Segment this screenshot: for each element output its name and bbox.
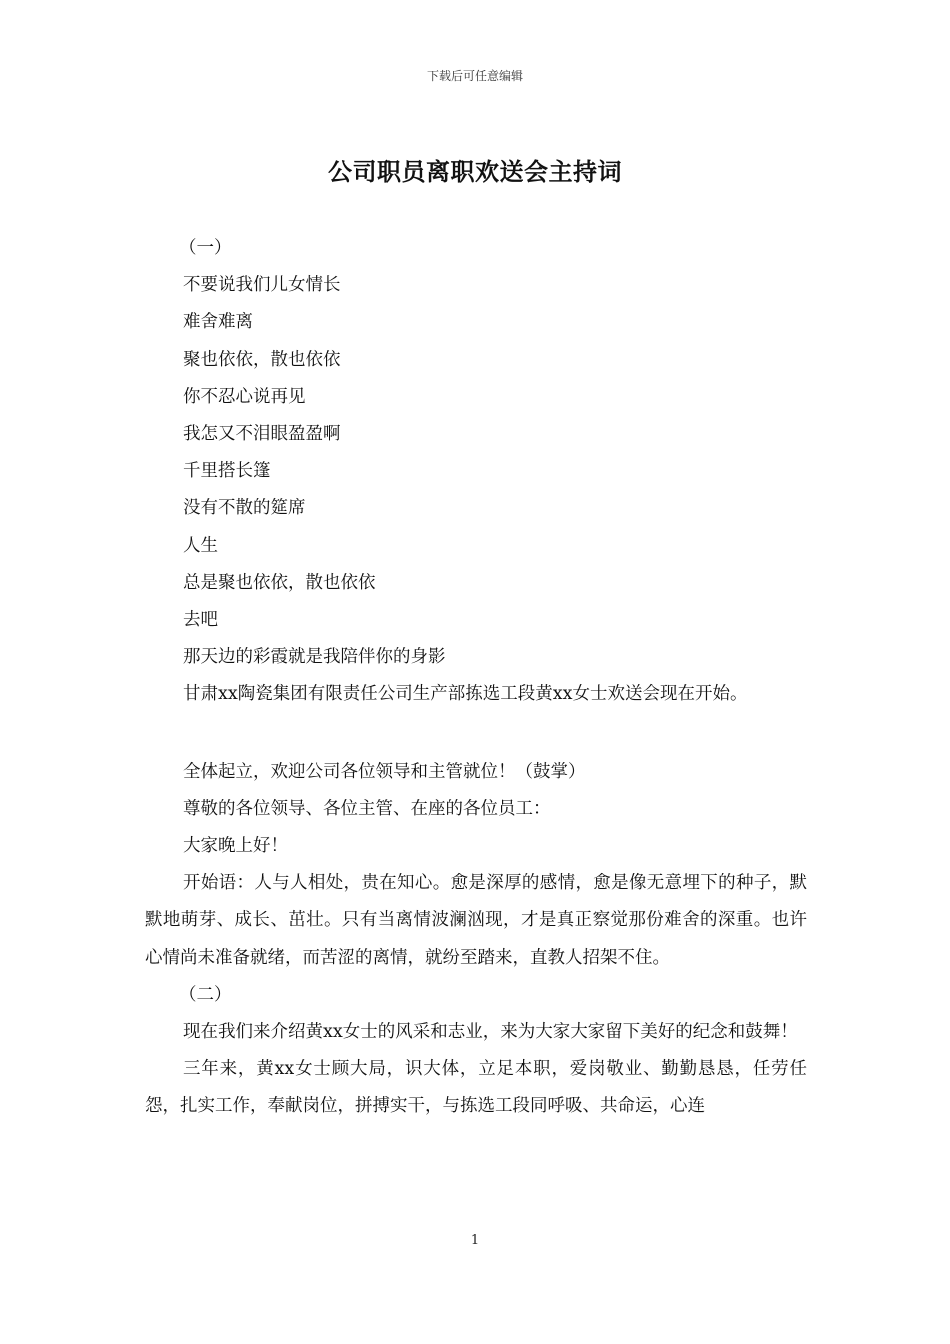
intro-paragraph: 现在我们来介绍黄xx女士的风采和志业，来为大家大家留下美好的纪念和鼓舞！ [183, 1022, 798, 1043]
poem-line: 那天边的彩霞就是我陪伴你的身影 [183, 647, 446, 668]
document-title: 公司职员离职欢送会主持词 [328, 157, 622, 186]
opening-paragraph: 开始语：人与人相处，贵在知心。愈是深厚的感情，愈是像无意埋下的种子，默默地萌芽、成长、茁壮。只有当离情波澜汹现，才是真正察觉那份难舍的深重。也许心情尚未准备就绪，而苦涩的离情，就纷至踏来，直教人招架不住。 [145, 873, 807, 968]
stand-up-line: 全体起立，欢迎公司各位领导和主管就位！（鼓掌） [183, 761, 586, 782]
poem-line: 你不忍心说再见 [183, 386, 306, 407]
poem-line: 千里搭长篷 [183, 461, 271, 482]
poem-line: 不要说我们儿女情长 [183, 275, 341, 296]
document-body [145, 230, 807, 1126]
poem-line: 聚也依依，散也依依 [183, 349, 341, 370]
opening-announcement: 甘肃xx陶瓷集团有限责任公司生产部拣选工段黄xx女士欢送会现在开始。 [183, 684, 748, 705]
poem-line: 我怎又不泪眼盈盈啊 [183, 424, 341, 445]
section-two-marker: （二） [179, 984, 232, 1005]
section-one-marker: （一） [179, 238, 232, 258]
poem-line: 没有不散的筵席 [183, 498, 306, 519]
salutation-line: 尊敬的各位领导、各位主管、在座的各位员工： [183, 798, 551, 819]
blank-line [145, 714, 807, 754]
poem-line: 总是聚也依依，散也依依 [183, 572, 376, 593]
tribute-paragraph: 三年来，黄xx女士顾大局，识大体，立足本职，爱岗敬业、勤勤恳恳，任劳任怨，扎实工作，奉献岗位，拼搏实干，与拣选工段同呼吸、共命运，心连 [145, 1059, 807, 1117]
poem-line: 去吧 [183, 610, 218, 631]
poem-line: 人生 [183, 535, 218, 556]
page-number: 1 [470, 1233, 480, 1248]
poem-line: 难舍难离 [183, 312, 253, 333]
header-note: 下载后可任意编辑 [426, 69, 523, 83]
greeting-line: 大家晚上好！ [183, 836, 288, 857]
